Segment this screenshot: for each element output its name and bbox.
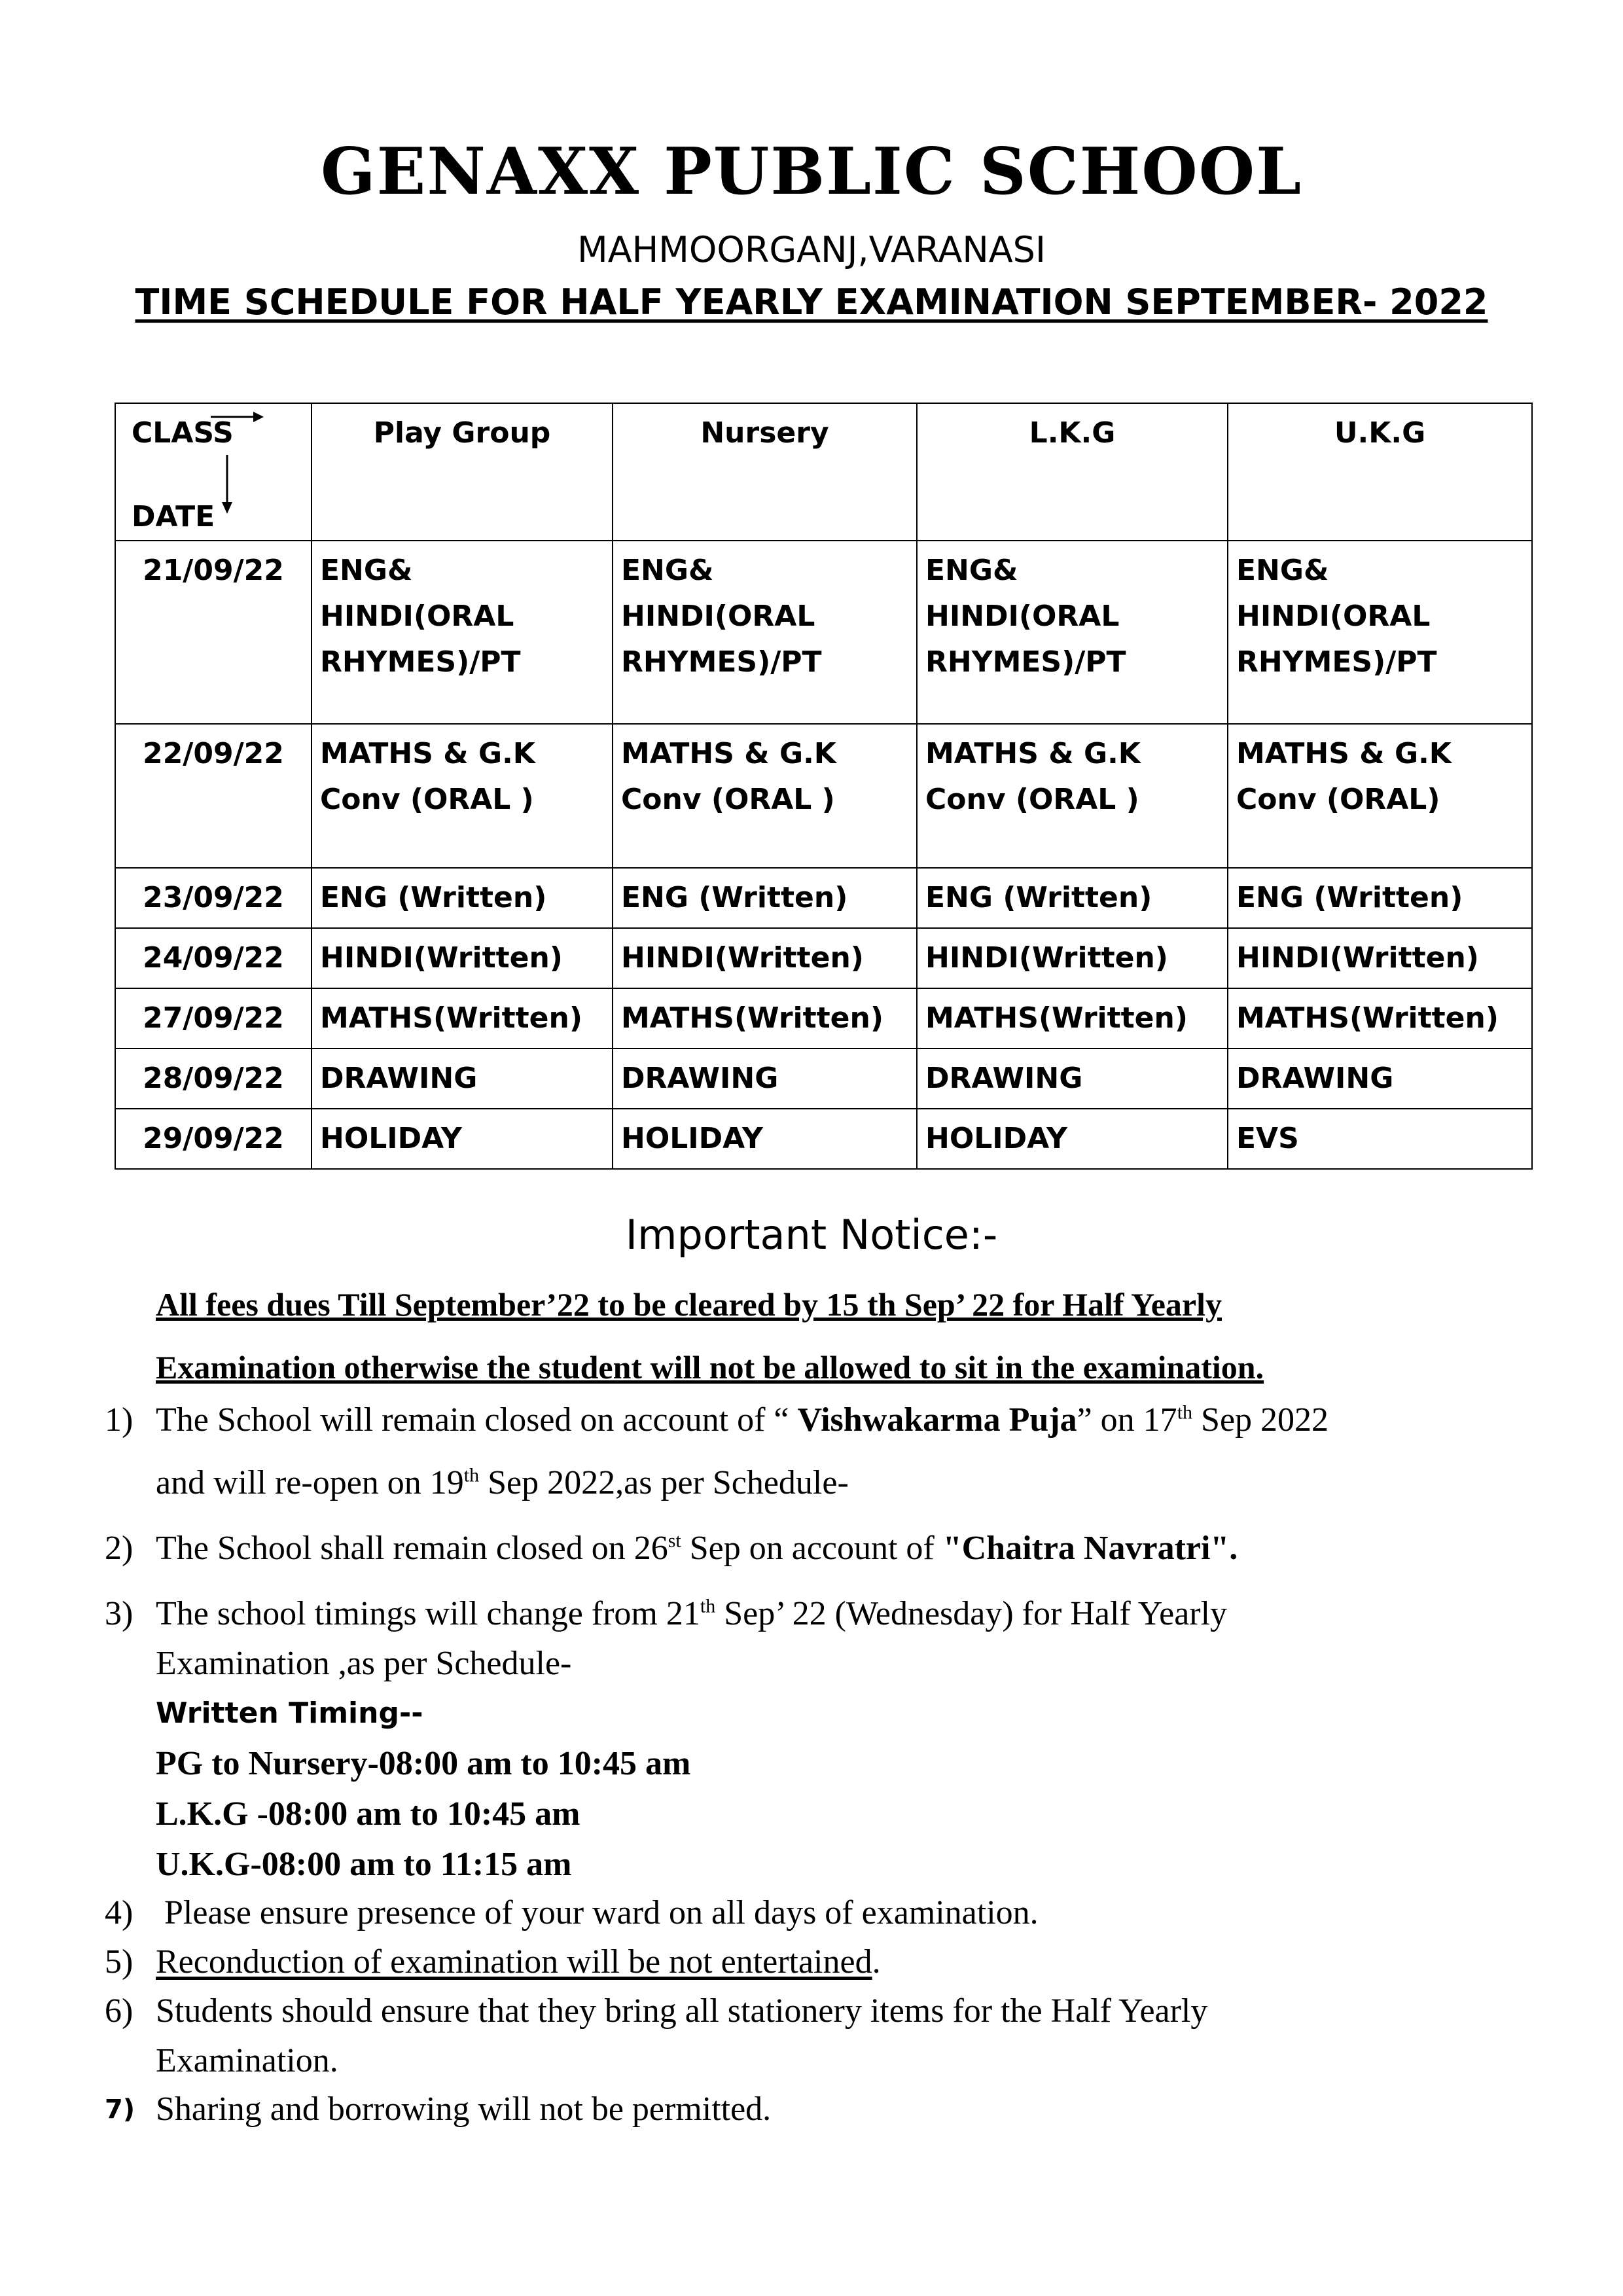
timing-line: PG to Nursery-08:00 am to 10:45 am xyxy=(156,1745,691,1782)
text-run: Examination ,as per Schedule- xyxy=(156,1645,572,1682)
superscript: th xyxy=(1177,1401,1193,1424)
exam-schedule-table xyxy=(115,403,1533,1170)
table-cell: MATHS(Written) xyxy=(917,988,1228,1049)
table-cell: DRAWING xyxy=(312,1049,613,1109)
table-cell: MATHS & G.K Conv (ORAL ) xyxy=(917,724,1228,868)
row-date: 28/09/22 xyxy=(115,1049,312,1109)
corner-cell xyxy=(115,403,312,541)
text-run: Sep on account of xyxy=(681,1530,943,1567)
item-text: Sharing and borrowing will not be permitted. xyxy=(156,2090,772,2128)
item-number: 4) xyxy=(105,1894,134,1931)
table-row xyxy=(115,541,1532,724)
superscript: th xyxy=(700,1595,716,1617)
row-date: 29/09/22 xyxy=(115,1109,312,1169)
table-cell: DRAWING xyxy=(1228,1049,1532,1109)
table-cell: DRAWING xyxy=(613,1049,917,1109)
timing-line: L.K.G -08:00 am to 10:45 am xyxy=(156,1795,580,1833)
schedule-title: TIME SCHEDULE FOR HALF YEARLY EXAMINATION SEPTEMBER- 2022 xyxy=(135,281,1488,323)
written-timing-heading: Written Timing-- xyxy=(156,1696,423,1730)
column-header-lkg: L.K.G xyxy=(917,403,1228,541)
text-run-underlined: Reconduction of examination will be not entertained xyxy=(156,1943,872,1981)
table-cell: EVS xyxy=(1228,1109,1532,1169)
row-date: 27/09/22 xyxy=(115,988,312,1049)
column-header-nursery: Nursery xyxy=(613,403,917,541)
table-cell: MATHS & G.K Conv (ORAL ) xyxy=(312,724,613,868)
school-location: MAHMOORGANJ,VARANASI xyxy=(577,229,1046,270)
item-text xyxy=(156,1517,1510,1580)
table-cell: HOLIDAY xyxy=(613,1109,917,1169)
superscript: th xyxy=(463,1464,480,1486)
item-number: 3) xyxy=(105,1595,134,1632)
text-run-bold: "Chaitra Navratri". xyxy=(942,1530,1238,1567)
table-cell: MATHS(Written) xyxy=(1228,988,1532,1049)
table-row xyxy=(115,988,1532,1049)
table-header-row xyxy=(115,403,1532,541)
item-number: 5) xyxy=(105,1943,134,1981)
text-run: The School will remain closed on account of “ xyxy=(156,1401,798,1439)
text-run-bold: Vishwakarma Puja xyxy=(797,1401,1077,1439)
text-run: The School shall remain closed on 26 xyxy=(156,1530,668,1567)
text-run: Sep’ 22 (Wednesday) for Half Yearly xyxy=(715,1595,1228,1632)
table-cell: ENG& HINDI(ORAL RHYMES)/PT xyxy=(312,541,613,724)
school-name: GENAXX PUBLIC SCHOOL xyxy=(320,134,1303,209)
table-cell: HOLIDAY xyxy=(917,1109,1228,1169)
text-run: The school timings will change from 21 xyxy=(156,1595,700,1632)
item-text xyxy=(156,1389,1510,1515)
text-run: Students should ensure that they bring all stationery items for the Half Yearly xyxy=(156,1992,1208,2030)
table-row xyxy=(115,1109,1532,1169)
table-cell: MATHS(Written) xyxy=(613,988,917,1049)
date-label: DATE xyxy=(132,500,215,533)
table-cell: HINDI(Written) xyxy=(1228,928,1532,988)
text-run: Sep 2022 xyxy=(1192,1401,1329,1439)
column-header-ukg: U.K.G xyxy=(1228,403,1532,541)
item-number: 1) xyxy=(105,1401,134,1439)
table-row xyxy=(115,1049,1532,1109)
item-text xyxy=(156,1986,1510,2086)
table-cell: HINDI(Written) xyxy=(613,928,917,988)
table-cell: ENG (Written) xyxy=(1228,868,1532,928)
table-cell: ENG& HINDI(ORAL RHYMES)/PT xyxy=(613,541,917,724)
item-text xyxy=(156,1937,1510,1987)
table-cell: ENG (Written) xyxy=(917,868,1228,928)
table-cell: ENG (Written) xyxy=(312,868,613,928)
table-cell: HOLIDAY xyxy=(312,1109,613,1169)
table-row xyxy=(115,868,1532,928)
item-number: 7) xyxy=(105,2094,135,2125)
item-number: 6) xyxy=(105,1992,134,2030)
table-cell: HINDI(Written) xyxy=(312,928,613,988)
timing-line: U.K.G-08:00 am to 11:15 am xyxy=(156,1846,572,1883)
table-cell: MATHS(Written) xyxy=(312,988,613,1049)
text-run: . xyxy=(872,1943,881,1981)
item-text xyxy=(156,1589,1510,1689)
row-date: 21/09/22 xyxy=(115,541,312,724)
superscript: st xyxy=(668,1530,681,1552)
fees-notice xyxy=(156,1273,1504,1399)
row-date: 24/09/22 xyxy=(115,928,312,988)
table-cell: ENG& HINDI(ORAL RHYMES)/PT xyxy=(1228,541,1532,724)
table-row xyxy=(115,724,1532,868)
table-row xyxy=(115,928,1532,988)
notice-heading: Important Notice:- xyxy=(625,1211,998,1259)
table-cell: MATHS & G.K Conv (ORAL) xyxy=(1228,724,1532,868)
table-cell: ENG (Written) xyxy=(613,868,917,928)
item-text: Please ensure presence of your ward on all days of examination. xyxy=(156,1894,1039,1931)
table-cell: DRAWING xyxy=(917,1049,1228,1109)
row-date: 23/09/22 xyxy=(115,868,312,928)
column-header-play-group: Play Group xyxy=(312,403,613,541)
fees-notice-line: All fees dues Till September’22 to be cleared by 15 th Sep’ 22 for Half Yearly xyxy=(156,1286,1222,1323)
item-number: 2) xyxy=(105,1530,134,1567)
table-cell: ENG& HINDI(ORAL RHYMES)/PT xyxy=(917,541,1228,724)
text-run: Examination. xyxy=(156,2042,338,2079)
fees-notice-line: Examination otherwise the student will not be allowed to sit in the examination. xyxy=(156,1349,1264,1386)
class-label: CLASS xyxy=(132,416,234,450)
text-run: Sep 2022,as per Schedule- xyxy=(479,1464,849,1501)
table-cell: HINDI(Written) xyxy=(917,928,1228,988)
table-cell: MATHS & G.K Conv (ORAL ) xyxy=(613,724,917,868)
text-run: and will re-open on 19 xyxy=(156,1464,464,1501)
text-run: ” on 17 xyxy=(1077,1401,1177,1439)
row-date: 22/09/22 xyxy=(115,724,312,868)
